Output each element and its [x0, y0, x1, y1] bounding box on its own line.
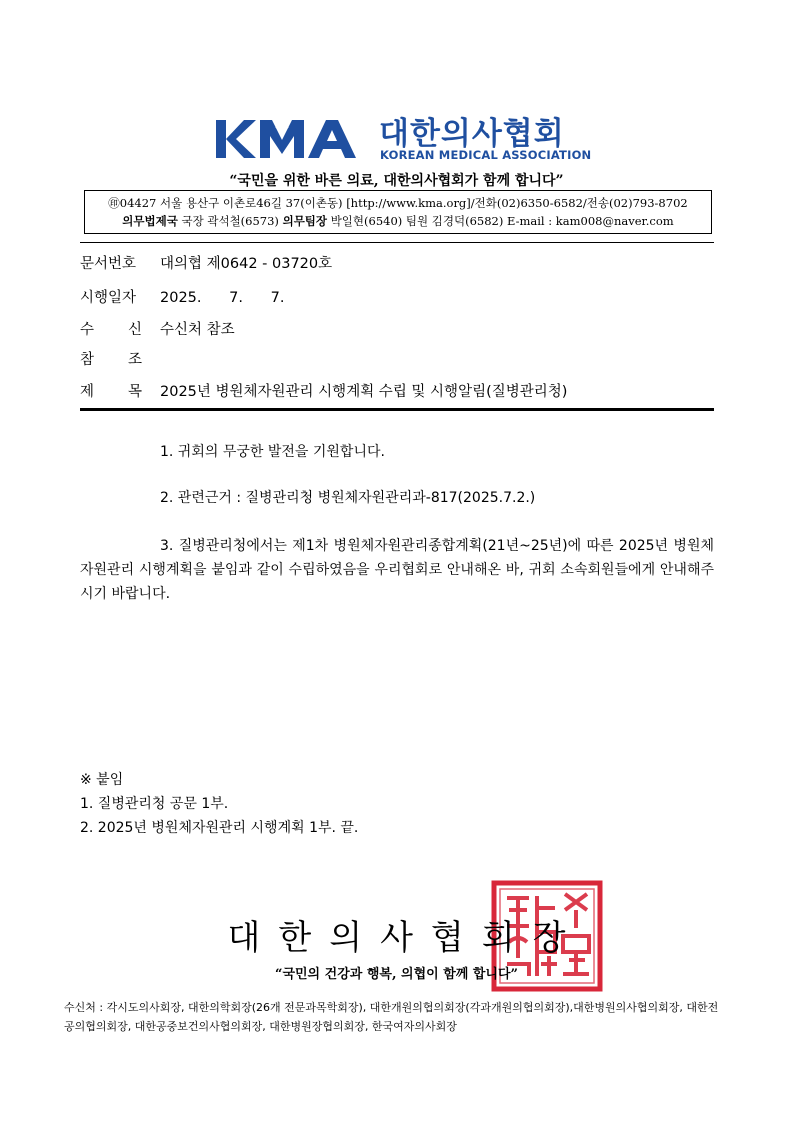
reference-row: [80, 348, 160, 369]
doc-number-value: 대의협 제0642 - 03720호: [160, 256, 333, 272]
dept-text: 국장 곽석철(6573): [177, 214, 283, 228]
subject-label-b: 목: [127, 384, 142, 400]
divider-top: [80, 242, 714, 243]
doc-number-row: [80, 252, 332, 273]
date-label: 시행일자: [80, 290, 137, 306]
recipient-label-a: 수: [80, 322, 95, 338]
recipient-row: [80, 318, 235, 339]
english-org-name: KOREAN MEDICAL ASSOCIATION: [380, 148, 592, 162]
attachment-item-2: 2. 2025년 병원체자원관리 시행계획 1부. 끝.: [80, 820, 359, 836]
contact-info-box: [84, 190, 712, 234]
doc-number-label: 문서번호: [80, 256, 137, 272]
reference-label-a: 참: [80, 352, 95, 368]
divider-bottom: [80, 408, 714, 411]
contact-line: [85, 213, 711, 229]
date-row: [80, 286, 285, 307]
attachments-header: ※ 붙임: [80, 772, 124, 788]
dept-label: 의무법제국: [122, 214, 178, 228]
kma-logo-mark: [216, 118, 366, 160]
korean-org-name: 대한의사협회: [379, 116, 565, 152]
body-paragraph-1: 1. 귀회의 무궁한 발전을 기원합니다.: [160, 444, 385, 460]
team-label: 의무팀장: [282, 214, 328, 228]
attachments: [80, 768, 358, 840]
address-line: ㊞04427 서울 용산구 이촌로46길 37(이촌동) [http://www.kma.org]/전화(02)6350-6582/전송(02)793-8702: [108, 196, 688, 210]
recipients-list: 수신처 : 각시도의사회장, 대한의학회장(26개 전문과목학회장), 대한개원의협의회장(각과개원의협의회장),대한병원의사협의회장, 대한전공의협의회장, 대한공중보건의사협의회장, 대한병원장협의회장, 한국여자의사회장: [64, 1001, 719, 1033]
footer-slogan: “국민의 건강과 행복, 의협이 함께 합니다”: [274, 967, 519, 982]
body-paragraph-3: 3. 질병관리청에서는 제1차 병원체자원관리종합계획(21년~25년)에 따른 2025년 병원체자원관리 시행계획을 붙임과 같이 수립하였음을 우리협회로 안내해온 바, 귀회 소속회원들에게 안내해주시기 바랍니다.: [80, 538, 714, 602]
reference-label-b: 조: [127, 352, 142, 368]
subject-value: 2025년 병원체자원관리 시행계획 수립 및 시행알림(질병관리청): [160, 384, 568, 400]
date-value: 2025. 7. 7.: [160, 290, 285, 306]
signature-title: 대한의사협회장: [227, 918, 584, 958]
recipient-value: 수신처 참조: [160, 322, 235, 338]
header-slogan: “국민을 위한 바른 의료, 대한의사협회가 함께 합니다”: [229, 173, 564, 189]
team-text: 박일현(6540) 팀원 김경덕(6582) E-mail : kam008@naver.com: [327, 214, 674, 228]
attachment-item-1: 1. 질병관리청 공문 1부.: [80, 796, 229, 812]
body-paragraph-2: 2. 관련근거 : 질병관리청 병원체자원관리과-817(2025.7.2.): [160, 490, 536, 506]
subject-row: [80, 380, 567, 401]
recipient-label-b: 신: [127, 322, 142, 338]
subject-label-a: 제: [80, 384, 95, 400]
